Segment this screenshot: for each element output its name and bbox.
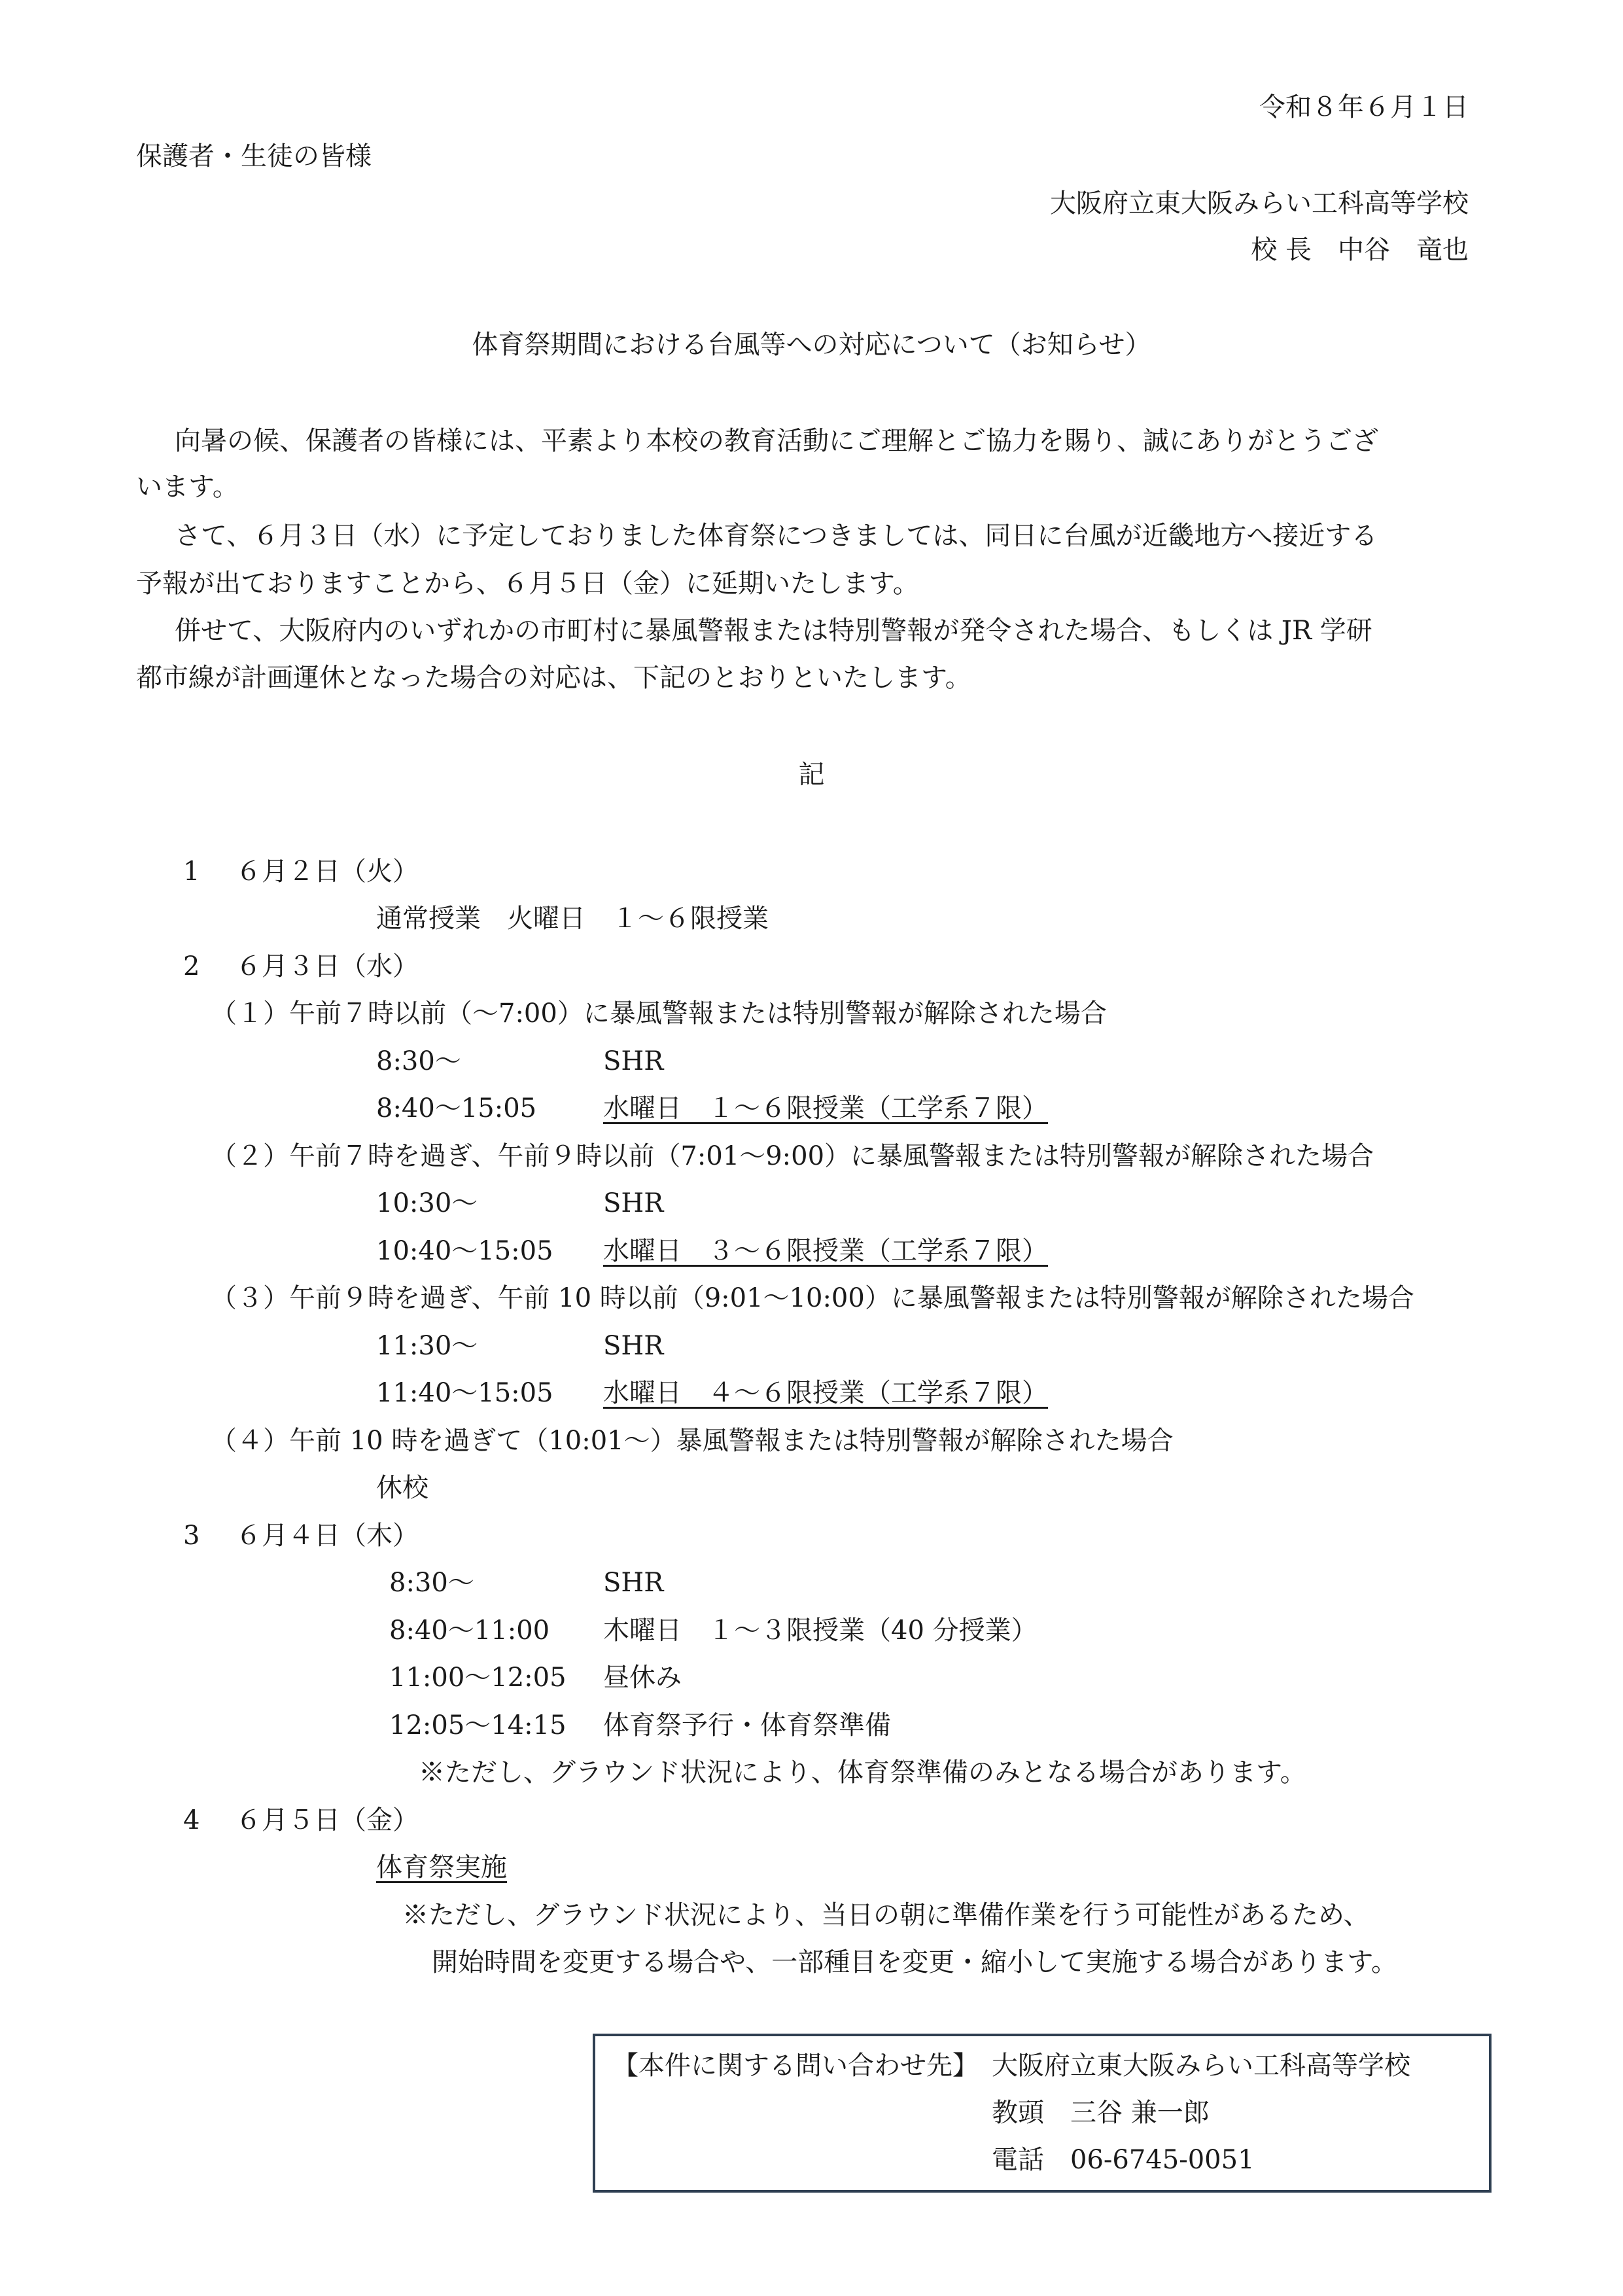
principal-name: 校 長 中谷 竜也 (1251, 235, 1469, 265)
item-4-event: 体育祭実施 (376, 1852, 507, 1882)
addressee: 保護者・生徒の皆様 (136, 141, 372, 171)
item-1-detail: 通常授業 火曜日 １～６限授業 (376, 904, 769, 934)
item-2-c3-value-2: 水曜日 ４～６限授業（工学系７限） (603, 1378, 1048, 1408)
item-3-date: ６月４日（木） (236, 1521, 419, 1551)
item-4-date: ６月５日（金） (236, 1805, 419, 1835)
item-2-condition-4: （４）午前 10 時を過ぎて（10:01～）暴風警報または特別警報が解除された場合 (211, 1426, 1174, 1456)
item-2-c2-time-2: 10:40～15:05 (376, 1236, 553, 1266)
item-3-value-1: SHR (603, 1568, 664, 1598)
item-3-value-4: 体育祭予行・体育祭準備 (603, 1710, 891, 1740)
item-2-date: ６月３日（水） (236, 951, 419, 981)
paragraph-1-line-2: います。 (136, 472, 239, 502)
item-1-number: 1 (183, 857, 200, 887)
item-2-c1-time-2: 8:40～15:05 (376, 1093, 537, 1123)
item-2-c2-value-1: SHR (603, 1188, 664, 1218)
contact-phone: 電話 06-6745-0051 (992, 2145, 1255, 2175)
item-3-note: ※ただし、グラウンド状況により、体育祭準備のみとなる場合があります。 (419, 1757, 1306, 1788)
item-3-time-1: 8:30～ (389, 1568, 474, 1598)
ki-heading: 記 (798, 760, 825, 790)
item-4-note-line-2: 開始時間を変更する場合や、一部種目を変更・縮小して実施する場合があります。 (432, 1947, 1397, 1977)
paragraph-3-line-2: 都市線が計画運休となった場合の対応は、下記のとおりといたします。 (136, 663, 971, 693)
item-2-number: 2 (183, 951, 200, 981)
paragraph-2-line-2: 予報が出ておりますことから、６月５日（金）に延期いたします。 (136, 569, 919, 599)
item-4-note-line-1: ※ただし、グラウンド状況により、当日の朝に準備作業を行う可能性があるため、 (402, 1900, 1370, 1930)
item-2-condition-1: （１）午前７時以前（～7:00）に暴風警報または特別警報が解除された場合 (211, 998, 1107, 1029)
item-2-c2-value-2: 水曜日 ３～６限授業（工学系７限） (603, 1236, 1048, 1266)
paragraph-1-line-1: 向暑の候、保護者の皆様には、平素より本校の教育活動にご理解とご協力を賜り、誠にありがとうござ (175, 426, 1378, 456)
item-2-condition-2: （２）午前７時を過ぎ、午前９時以前（7:01～9:00）に暴風警報または特別警報が解除された場合 (211, 1141, 1374, 1171)
item-3-time-2: 8:40～11:00 (389, 1616, 550, 1646)
item-3-time-3: 11:00～12:05 (389, 1663, 567, 1693)
item-2-c3-time-2: 11:40～15:05 (376, 1378, 553, 1408)
item-2-c3-time-1: 11:30～ (376, 1331, 478, 1361)
item-3-number: 3 (183, 1521, 200, 1551)
item-2-c1-time-1: 8:30～ (376, 1046, 461, 1076)
item-2-c2-time-1: 10:30～ (376, 1188, 478, 1218)
contact-label: 【本件に関する問い合わせ先】 (612, 2051, 979, 2081)
school-name: 大阪府立東大阪みらい工科高等学校 (1050, 188, 1469, 219)
paragraph-3-line-1: 併せて、大阪府内のいずれかの市町村に暴風警報または特別警報が発令された場合、もしくは JR 学研 (175, 616, 1372, 646)
item-2-c1-value-2: 水曜日 １～６限授業（工学系７限） (603, 1093, 1048, 1123)
item-2-condition-3: （３）午前９時を過ぎ、午前 10 時以前（9:01～10:00）に暴風警報または特別警報が解除された場合 (211, 1283, 1414, 1313)
item-1-date: ６月２日（火） (236, 857, 419, 887)
item-3-time-4: 12:05～14:15 (389, 1710, 567, 1740)
contact-person: 教頭 三谷 兼一郎 (992, 2098, 1210, 2128)
item-2-c1-value-1: SHR (603, 1046, 664, 1076)
page-title: 体育祭期間における台風等への対応について（お知らせ） (472, 330, 1151, 360)
item-2-c4-result: 休校 (376, 1473, 428, 1503)
item-4-number: 4 (183, 1805, 200, 1835)
date: 令和８年６月１日 (1259, 92, 1469, 122)
contact-school: 大阪府立東大阪みらい工科高等学校 (992, 2051, 1410, 2081)
item-3-value-2: 木曜日 １～３限授業（40 分授業） (603, 1616, 1038, 1646)
item-3-value-3: 昼休み (603, 1663, 682, 1693)
paragraph-2-line-1: さて、６月３日（水）に予定しておりました体育祭につきましては、同日に台風が近畿地方へ接近する (175, 521, 1378, 551)
item-2-c3-value-1: SHR (603, 1331, 664, 1361)
